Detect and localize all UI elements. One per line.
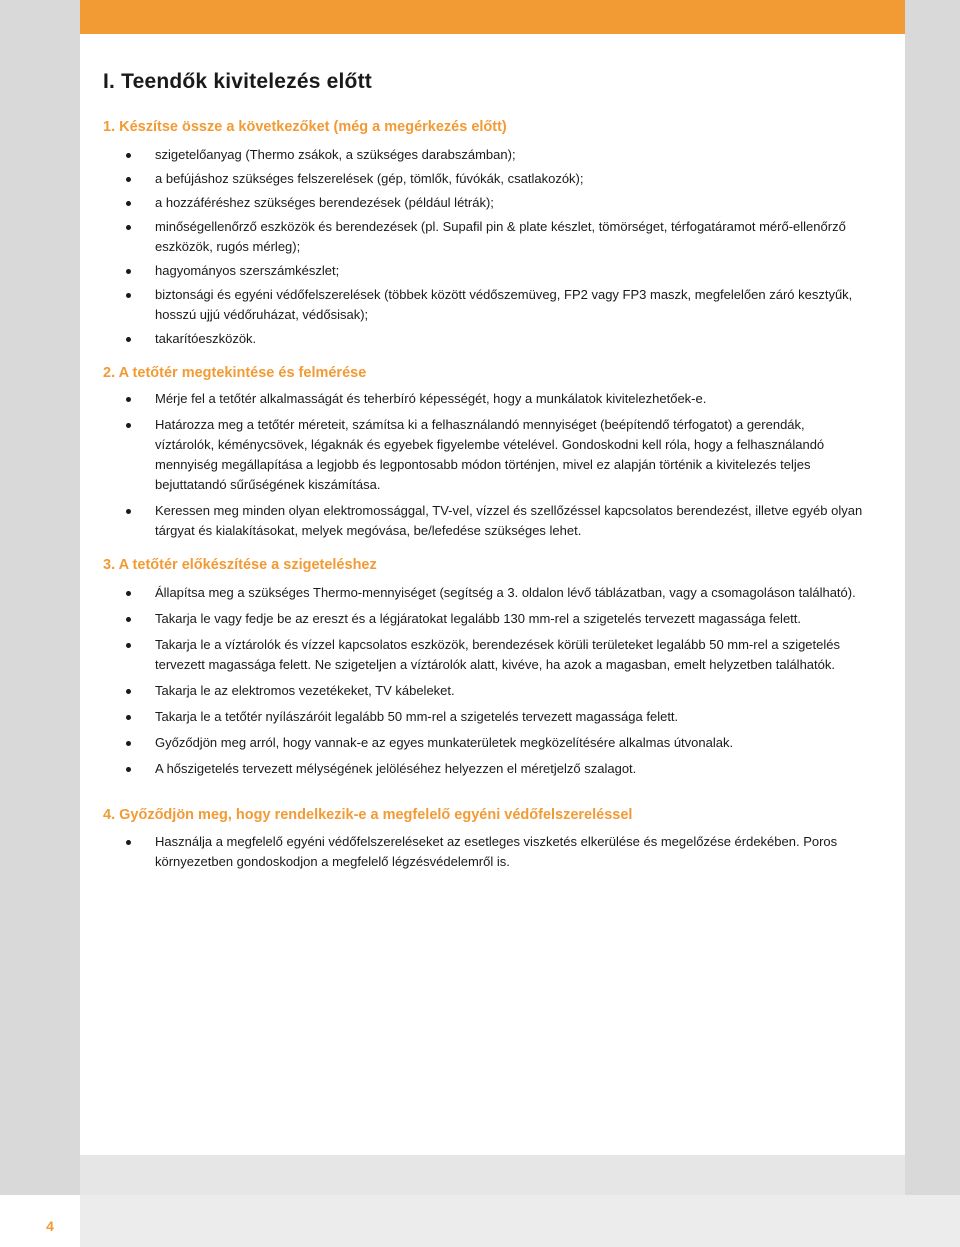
bullet-list (103, 832, 863, 872)
section-1 (103, 119, 863, 349)
list-item: Állapítsa meg a szükséges Thermo-mennyiséget (segítség a 3. oldalon lévő táblázatban, vagy a csomagoláson található). (103, 583, 863, 603)
list-item: Takarja le a víztárolók és vízzel kapcsolatos eszközök, berendezések körüli területeket legalább 50 mm-rel a szigetelés tervezett magassága felett. Ne szigeteljen a víztárolók alatt, kivéve, ha azok a magasban, emelt helyzetben találhatók. (103, 635, 863, 675)
section-heading: 2. A tetőtér megtekintése és felmérése (103, 365, 367, 381)
list-item: Használja a megfelelő egyéni védőfelszereléseket az esetleges viszketés elkerülése és megelőzése érdekében. Poros környezetben gondoskodjon a megfelelő légzésvédelemről is. (103, 832, 863, 872)
bullet-list (103, 145, 863, 349)
list-item: takarítóeszközök. (103, 329, 863, 349)
bullet-list (103, 389, 863, 541)
section-2 (103, 365, 863, 541)
list-item: hagyományos szerszámkészlet; (103, 261, 863, 281)
footer-band (80, 1155, 905, 1195)
page-title: I. Teendők kivitelezés előtt (103, 70, 372, 93)
list-item: minőségellenőrző eszközök és berendezések (pl. Supafil pin & plate készlet, tömörséget, térfogatáramot mérő-ellenőrző eszközök, rugós mérleg); (103, 217, 863, 257)
list-item: a befújáshoz szükséges felszerelések (gép, tömlők, fúvókák, csatlakozók); (103, 169, 863, 189)
section-4 (103, 807, 863, 872)
list-item: biztonsági és egyéni védőfelszerelések (többek között védőszemüveg, FP2 vagy FP3 maszk, megfelelően záró kesztyűk, hosszú ujjú védőruházat, védősisak); (103, 285, 863, 325)
list-item: Takarja le a tetőtér nyílászáróit legalább 50 mm-rel a szigetelés tervezett magassága felett. (103, 707, 863, 727)
list-item: Mérje fel a tetőtér alkalmasságát és teherbíró képességét, hogy a munkálatok kivitelezhetőek-e. (103, 389, 863, 409)
section-3 (103, 557, 863, 779)
list-item: Keressen meg minden olyan elektromossággal, TV-vel, vízzel és szellőzéssel kapcsolatos berendezést, illetve egyéb olyan tárgyat és kialakításokat, melyek megóvása, be/lefedése szükséges lehet. (103, 501, 863, 541)
list-item: Győződjön meg arról, hogy vannak-e az egyes munkaterületek megközelítésére alkalmas útvonalak. (103, 733, 863, 753)
document-content (103, 70, 863, 888)
section-heading: 1. Készítse össze a következőket (még a megérkezés előtt) (103, 119, 507, 135)
bottom-strip (0, 1195, 960, 1247)
list-item: Határozza meg a tetőtér méreteit, számítsa ki a felhasználandó mennyiséget (beépítendő térfogatot) a gerendák, víztárolók, kéménycsövek, légaknák és egyebek figyelembe vételével. Gondoskodni kell róla, hogy a felhasználandó mennyiség megállapítása a legjobb és legpontosabb módon történjen, mivel ez alapján történik a kivitelezés teljes bejuttatandó sűrűségének kiszámítása. (103, 415, 863, 495)
list-item: Takarja le vagy fedje be az ereszt és a légjáratokat legalább 130 mm-rel a szigetelés tervezett magassága felett. (103, 609, 863, 629)
page-number: 4 (46, 1218, 54, 1234)
list-item: A hőszigetelés tervezett mélységének jelöléséhez helyezzen el méretjelző szalagot. (103, 759, 863, 779)
section-heading: 4. Győződjön meg, hogy rendelkezik-e a megfelelő egyéni védőfelszereléssel (103, 807, 633, 823)
list-item: Takarja le az elektromos vezetékeket, TV kábeleket. (103, 681, 863, 701)
section-heading: 3. A tetőtér előkészítése a szigeteléshez (103, 557, 377, 573)
list-item: a hozzáféréshez szükséges berendezések (például létrák); (103, 193, 863, 213)
bullet-list (103, 583, 863, 779)
list-item: szigetelőanyag (Thermo zsákok, a szükséges darabszámban); (103, 145, 863, 165)
header-accent-bar (80, 0, 905, 34)
